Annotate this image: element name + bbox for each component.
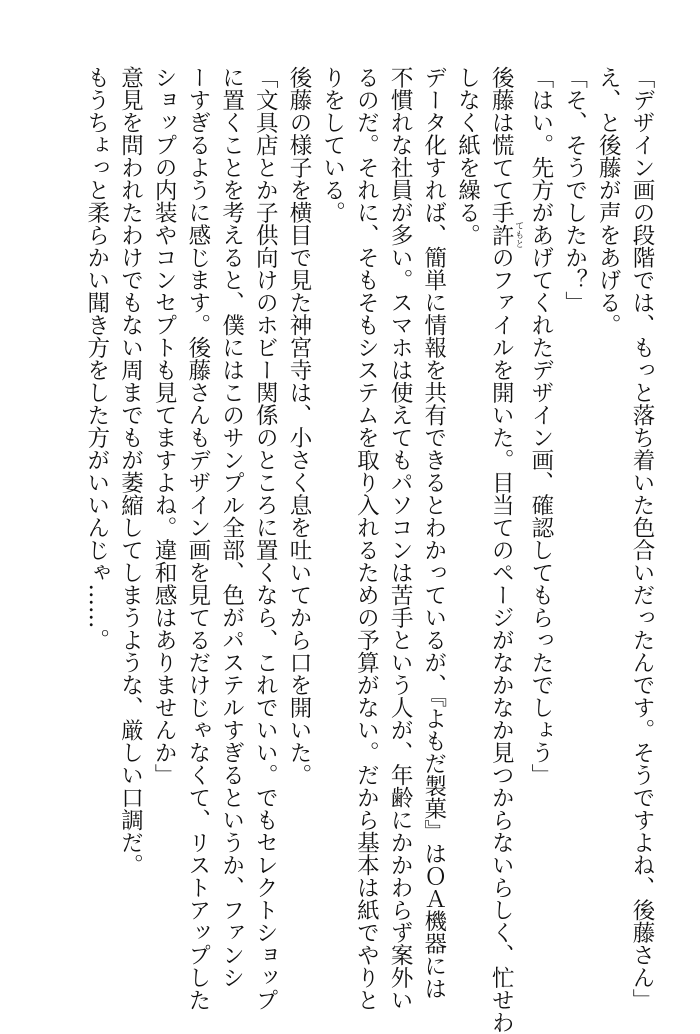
text-line-5: 後藤は慌てて手許 てもとのファイルを開いた。目当てのページがなかなか見つからないらしく、忙せわ <box>488 66 524 1034</box>
text-line-3: 「そ、そうでしたか？」 <box>561 66 588 314</box>
text-line-10: りをしている。 <box>319 66 346 224</box>
text-line-12: 「文具店とか子供向けのホビー関係のところに置くなら、これでいい。でもセレクトショップ <box>252 66 279 1011</box>
text-line-17: もうちょっと柔らかい聞き方をした方がいいんじゃ……。 <box>83 66 110 651</box>
text-line-11: 後藤の様子を横目で見た神宮寺は、小さく息を吐いてから口を開いた。 <box>285 66 312 786</box>
text-line-8: 不慣れな社員が多い。スマホは使えてもパソコンは苦手という人が、年齢にかかわらず案外い <box>387 66 414 1011</box>
vertical-text-body <box>79 66 658 1034</box>
text-line-9: るのだ。それに、そもそもシステムを取り入れるための予算がない。だから基本は紙でやりと <box>353 66 380 1011</box>
text-line-1: 「デザイン画の段階では、もっと落ち着いた色合いだったんです。そうですよね、後藤さん」 <box>629 66 655 1011</box>
text-line-4: 「はい。先方があげてくれたデザイン画、確認してもらったでしょう」 <box>527 66 554 786</box>
text-line-6: しなく紙を繰る。 <box>454 66 481 246</box>
text-line-7: データ化すれば、簡単に情報を共有できるとわかっているが、『よもだ製菓』はＯＡ機器には <box>420 66 447 1000</box>
text-line-13: に置くことを考えると、僕にはこのサンプル全部、色がパステルすぎるというか、ファンシ <box>218 66 245 989</box>
text-line-2: え、と後藤が声をあげる。 <box>595 66 622 336</box>
furigana-temoto: 許 てもと <box>488 221 524 249</box>
text-line-16: 意見を問われたわけでもない周までもが萎縮してしまうような、厳しい口調だ。 <box>117 66 144 876</box>
text-line-15: ショップの内装やコンセプトも見てますよね。違和感はありませんか」 <box>151 66 178 786</box>
text-line-14: ーすぎるように感じます。後藤さんもデザイン画を見てるだけじゃなくて、リストアップした <box>184 66 211 1011</box>
